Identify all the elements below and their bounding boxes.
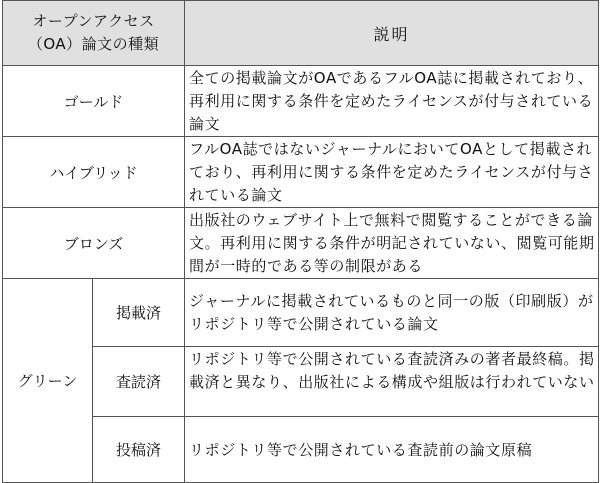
- row-gold: [3, 66, 599, 137]
- description-bronze: 出版社のウェブサイト上で無料で閲覧することができる論文。再利用に関する条件が明記されていない、閲覧可能期間が一時的である等の制限がある: [185, 208, 599, 279]
- type-name-bronze: ブロンズ: [3, 208, 185, 279]
- header-type-cell: [3, 1, 185, 66]
- description-peer-reviewed: リポジトリ等で公開されている査読済みの著者最終稿。掲載済と異なり、出版社による構成や組版は行われていない: [185, 347, 599, 417]
- type-name-hybrid: ハイブリッド: [3, 137, 185, 208]
- subtype-name-submitted: 投稿済: [93, 417, 185, 483]
- subtype-name-published: 掲載済: [93, 279, 185, 347]
- header-type-line2: （OA）論文の種類: [27, 35, 160, 53]
- description-submitted: リポジトリ等で公開されている査読前の論文原稿: [185, 417, 599, 483]
- header-type-line1: オープンアクセス: [32, 12, 155, 30]
- type-name-gold: ゴールド: [3, 66, 185, 137]
- description-gold: 全ての掲載論文がOAであるフルOA誌に掲載されており、再利用に関する条件を定めたライセンスが付与されている論文: [185, 66, 599, 137]
- row-green-peer-reviewed: [3, 347, 599, 417]
- oa-types-table: [2, 0, 599, 483]
- row-green-published: [3, 279, 599, 347]
- header-description-cell: 説明: [185, 1, 599, 66]
- subtype-name-peer-reviewed: 査読済: [93, 347, 185, 417]
- header-row: [3, 1, 599, 66]
- description-hybrid: フルOA誌ではないジャーナルにおいてOAとして掲載されており、再利用に関する条件を定めたライセンスが付与されている論文: [185, 137, 599, 208]
- row-bronze: [3, 208, 599, 279]
- type-name-green: グリーン: [3, 279, 93, 483]
- row-green-submitted: [3, 417, 599, 483]
- description-published: ジャーナルに掲載されているものと同一の版（印刷版）がリポジトリ等で公開されている論文: [185, 279, 599, 347]
- row-hybrid: [3, 137, 599, 208]
